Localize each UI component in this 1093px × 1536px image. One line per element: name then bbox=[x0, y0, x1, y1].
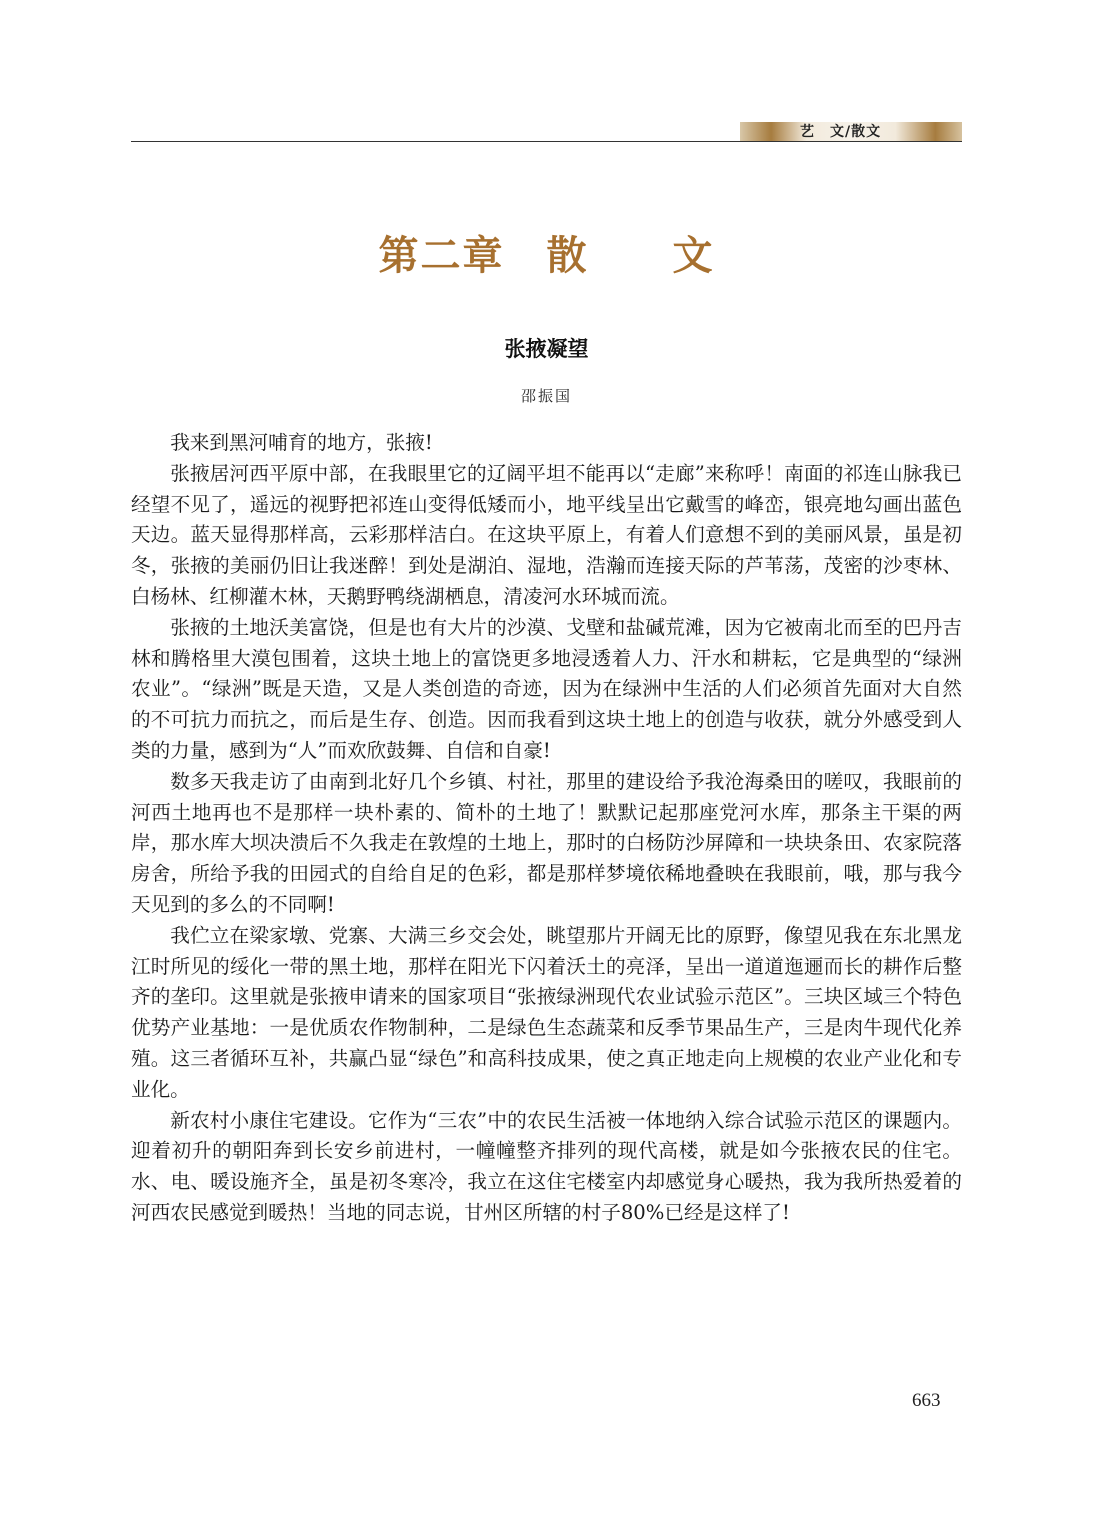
paragraph: 张掖的土地沃美富饶，但是也有大片的沙漠、戈壁和盐碱荒滩，因为它被南北而至的巴丹吉林和腾格里大漠包围着，这块土地上的富饶更多地浸透着人力、汗水和耕耘，它是典型的“绿洲农业”。“绿洲”既是天造，又是人类创造的奇迹，因为在绿洲中生活的人们必须首先面对大自然的不可抗力而抗之，而后是生存、创造。因而我看到这块土地上的创造与收获，就分外感受到人类的力量，感到为“人”而欢欣鼓舞、自信和自豪! bbox=[131, 615, 962, 762]
paragraph: 张掖居河西平原中部，在我眼里它的辽阔平坦不能再以“走廊”来称呼！南面的祁连山脉我已经望不见了，遥远的视野把祁连山变得低矮而小，地平线呈出它戴雪的峰峦，银亮地勾画出蓝色天边。蓝天显得那样高，云彩那样洁白。在这块平原上，有着人们意想不到的美丽风景，虽是初冬，张掖的美丽仍旧让我迷醉！到处是湖泊、湿地，浩瀚而连接天际的芦苇荡，茂密的沙枣林、白杨林、红柳灌木林，天鹅野鸭绕湖栖息，清凌河水环城而流。 bbox=[131, 461, 962, 608]
paragraph: 数多天我走访了由南到北好几个乡镇、村社，那里的建设给予我沧海桑田的嗟叹，我眼前的河西土地再也不是那样一块朴素的、简朴的土地了！默默记起那座党河水库，那条主干渠的两岸，那水库大坝决溃后不久我走在敦煌的土地上，那时的白杨防沙屏障和一块块条田、农家院落房舍，所给予我的田园式的自给自足的色彩，都是那样梦境依稀地叠映在我眼前，哦，那与我今天见到的多么的不同啊! bbox=[131, 769, 962, 916]
paragraph: 新农村小康住宅建设。它作为“三农”中的农民生活被一体地纳入综合试验示范区的课题内。迎着初升的朝阳奔到长安乡前进村，一幢幢整齐排列的现代高楼，就是如今张掖农民的住宅。水、电、暖设施齐全，虽是初冬寒冷，我立在这住宅楼室内却感觉身心暖热，我为我所热爱着的河西农民感觉到暖热！当地的同志说，甘州区所辖的村子80%已经是这样了! bbox=[131, 1108, 962, 1224]
header-rule bbox=[131, 141, 962, 142]
page-number: 663 bbox=[912, 1390, 941, 1411]
article-author: 邵振国 bbox=[520, 387, 572, 405]
paragraph: 我来到黑河哺育的地方，张掖! bbox=[170, 431, 433, 454]
chapter-title: 第二章 散 文 bbox=[378, 233, 715, 279]
paragraph: 我伫立在梁家墩、党寨、大满三乡交会处，眺望那片开阔无比的原野，像望见我在东北黑龙江时所见的绥化一带的黑土地，那样在阳光下闪着沃土的亮泽，呈出一道道迤逦而长的耕作后整齐的垄印。这里就是张掖申请来的国家项目“张掖绿洲现代农业试验示范区”。三块区域三个特色优势产业基地：一是优质农作物制种，二是绿色生态蔬菜和反季节果品生产，三是肉牛现代化养殖。这三者循环互补，共赢凸显“绿色”和高科技成果，使之真正地走向上规模的农业产业化和专业化。 bbox=[131, 923, 962, 1101]
running-header-section: 艺 文/散文 bbox=[800, 124, 882, 140]
article-body bbox=[131, 428, 962, 1229]
article-title: 张掖凝望 bbox=[504, 337, 589, 361]
